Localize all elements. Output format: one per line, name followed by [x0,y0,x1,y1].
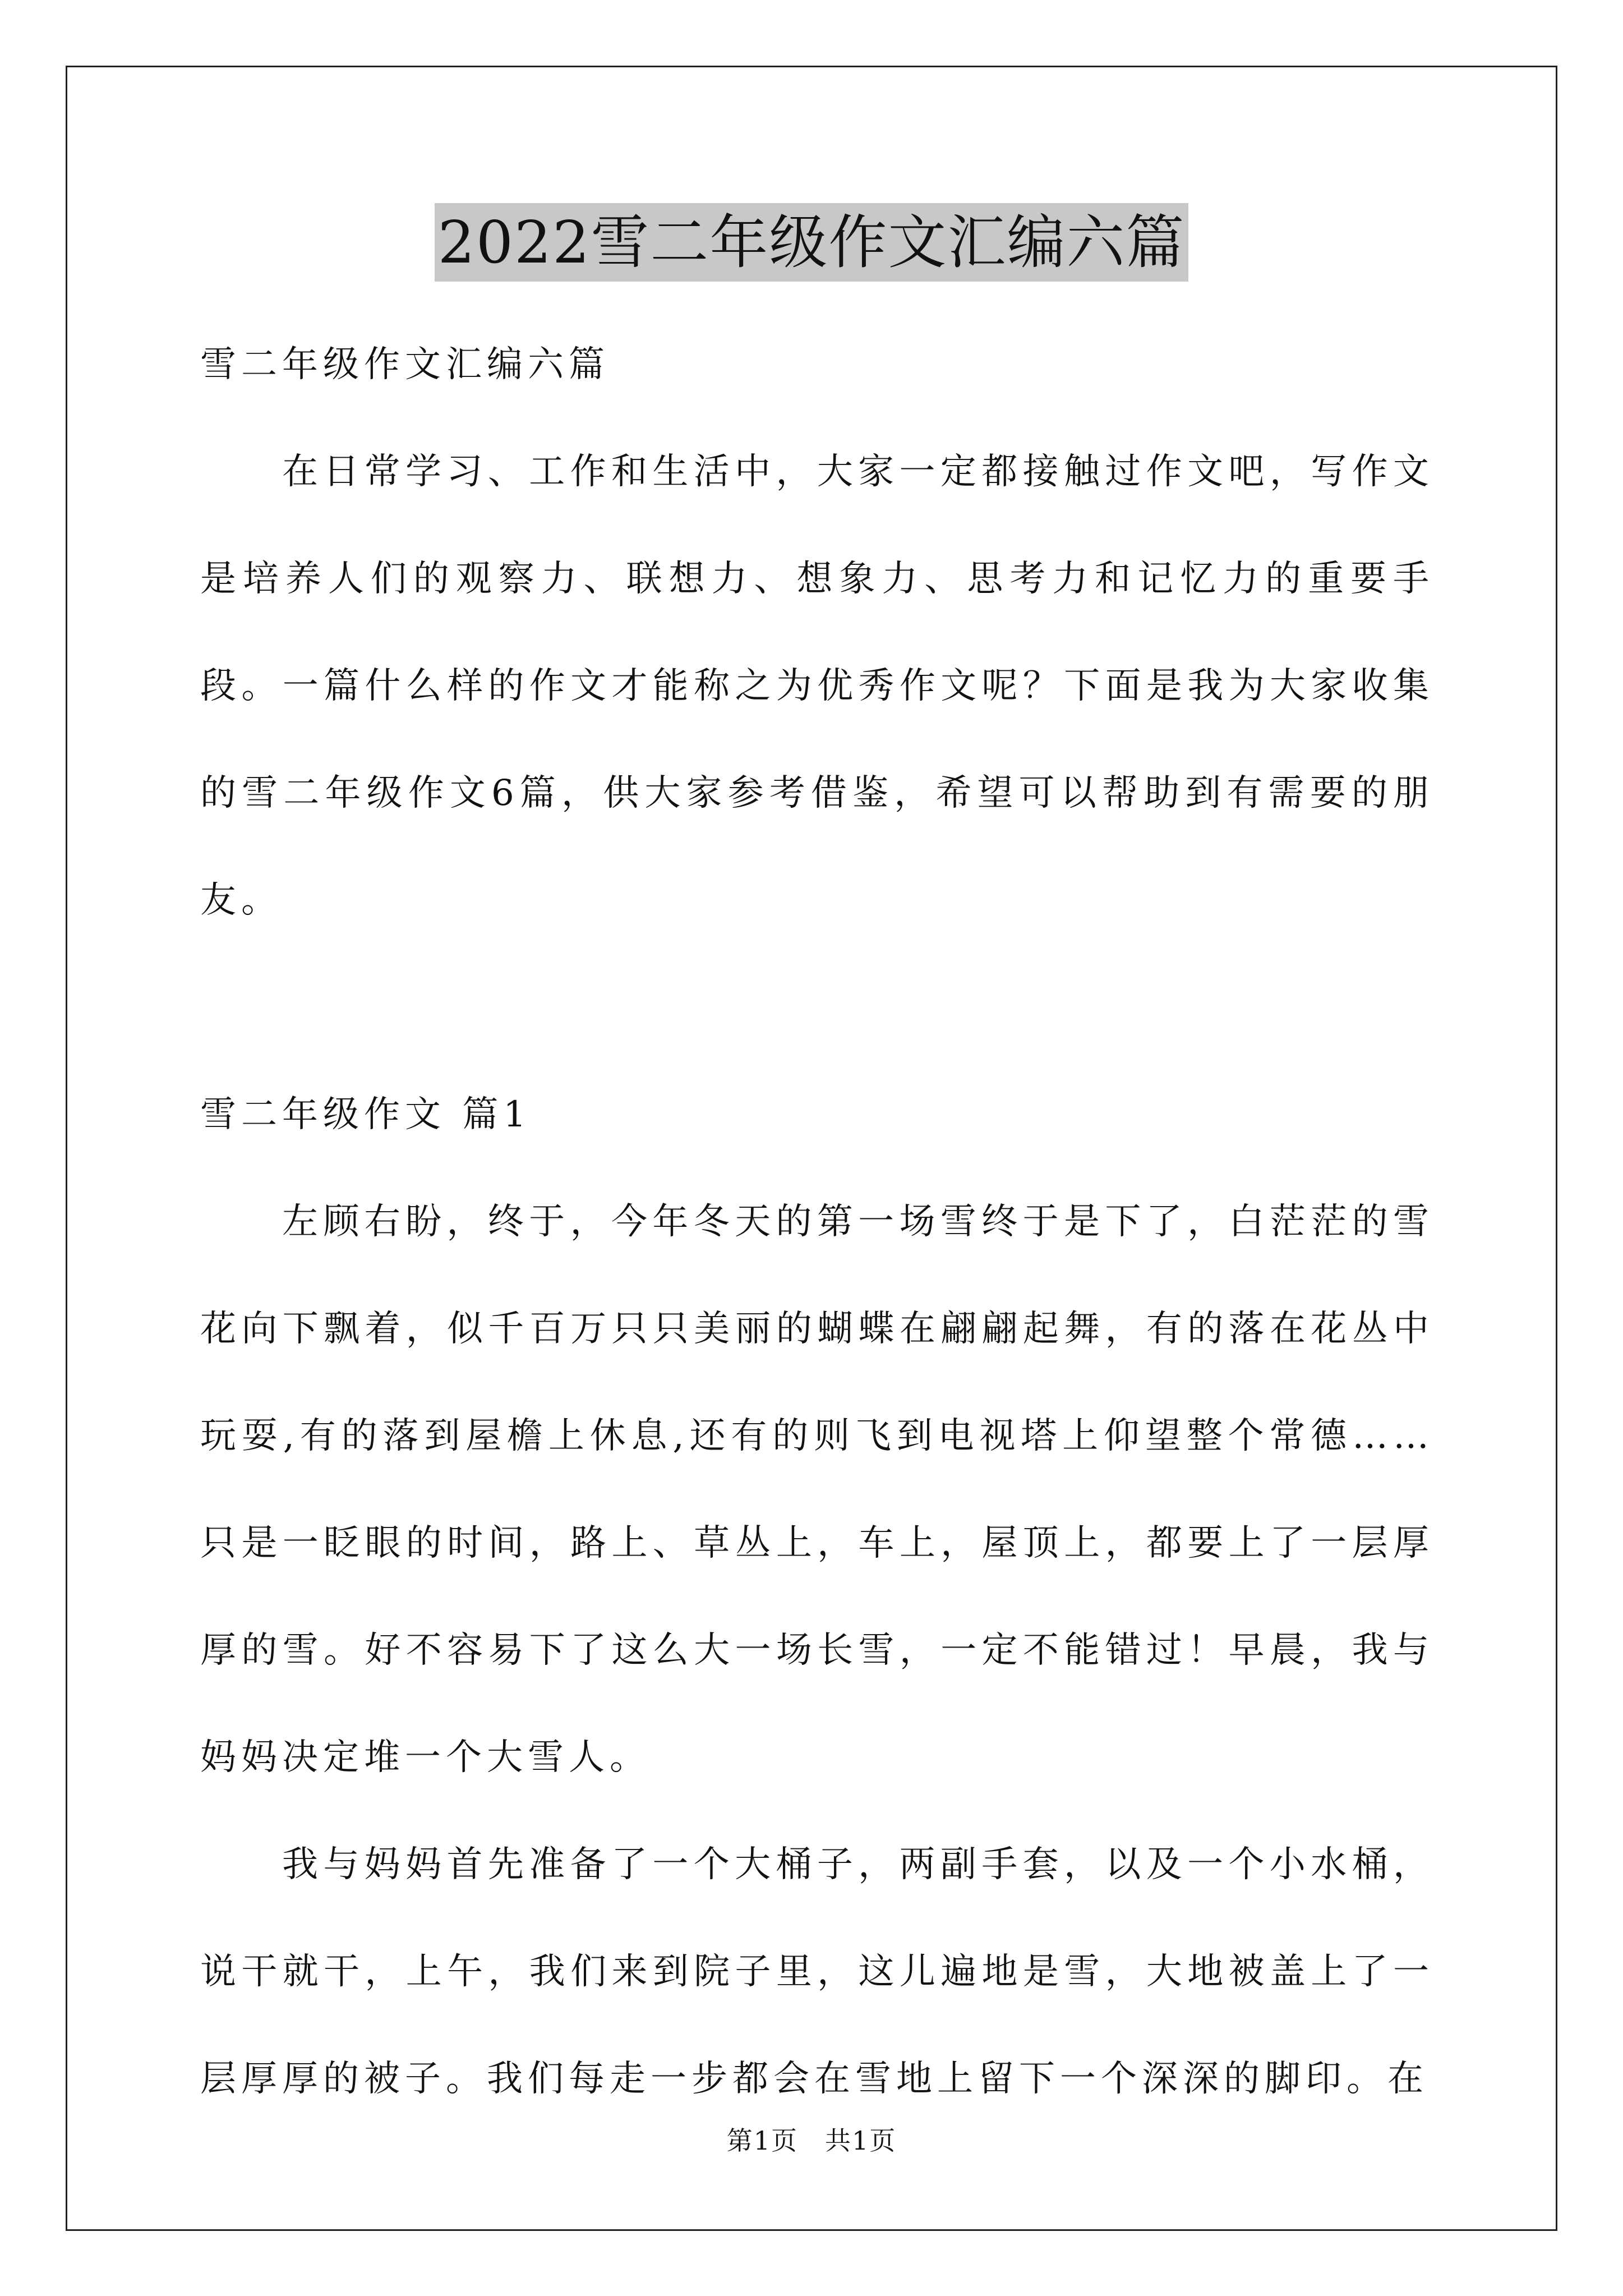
document-subtitle: 雪二年级作文汇编六篇 [200,344,610,385]
section-heading: 雪二年级作文 篇1 [200,1094,532,1135]
document-title: 2022雪二年级作文汇编六篇 [435,203,1189,282]
title-container [0,203,1623,282]
intro-paragraph: 在日常学习、工作和生活中，大家一定都接触过作文吧，写作文是培养人们的观察力、联想力、想象力、思考力和记忆力的重要手段。一篇什么样的作文才能称之为优秀作文呢？下面是我为大家收集的雪二年级作文6篇，供大家参考借鉴，希望可以帮助到有需要的朋友。 [200,451,1434,921]
body-paragraph: 左顾右盼，终于，今年冬天的第一场雪终于是下了，白茫茫的雪花向下飘着，似千百万只只美丽的蝴蝶在翩翩起舞，有的落在花丛中玩耍,有的落到屋檐上休息,还有的则飞到电视塔上仰望整个常德……只是一眨眼的时间，路上、草丛上，车上，屋顶上，都要上了一层厚厚的雪。好不容易下了这么大一场长雪，一定不能错过！早晨，我与妈妈决定堆一个大雪人。 [200,1201,1434,1778]
section-gap [200,954,1434,1061]
page-footer: 第1页 共1页 [726,2125,897,2156]
document-body [200,311,1434,2133]
body-paragraph: 我与妈妈首先准备了一个大桶子，两副手套，以及一个小水桶，说干就干，上午，我们来到院子里，这儿遍地是雪，大地被盖上了一层厚厚的被子。我们每走一步都会在雪地上留下一个深深的脚印。在 [200,1844,1434,2100]
